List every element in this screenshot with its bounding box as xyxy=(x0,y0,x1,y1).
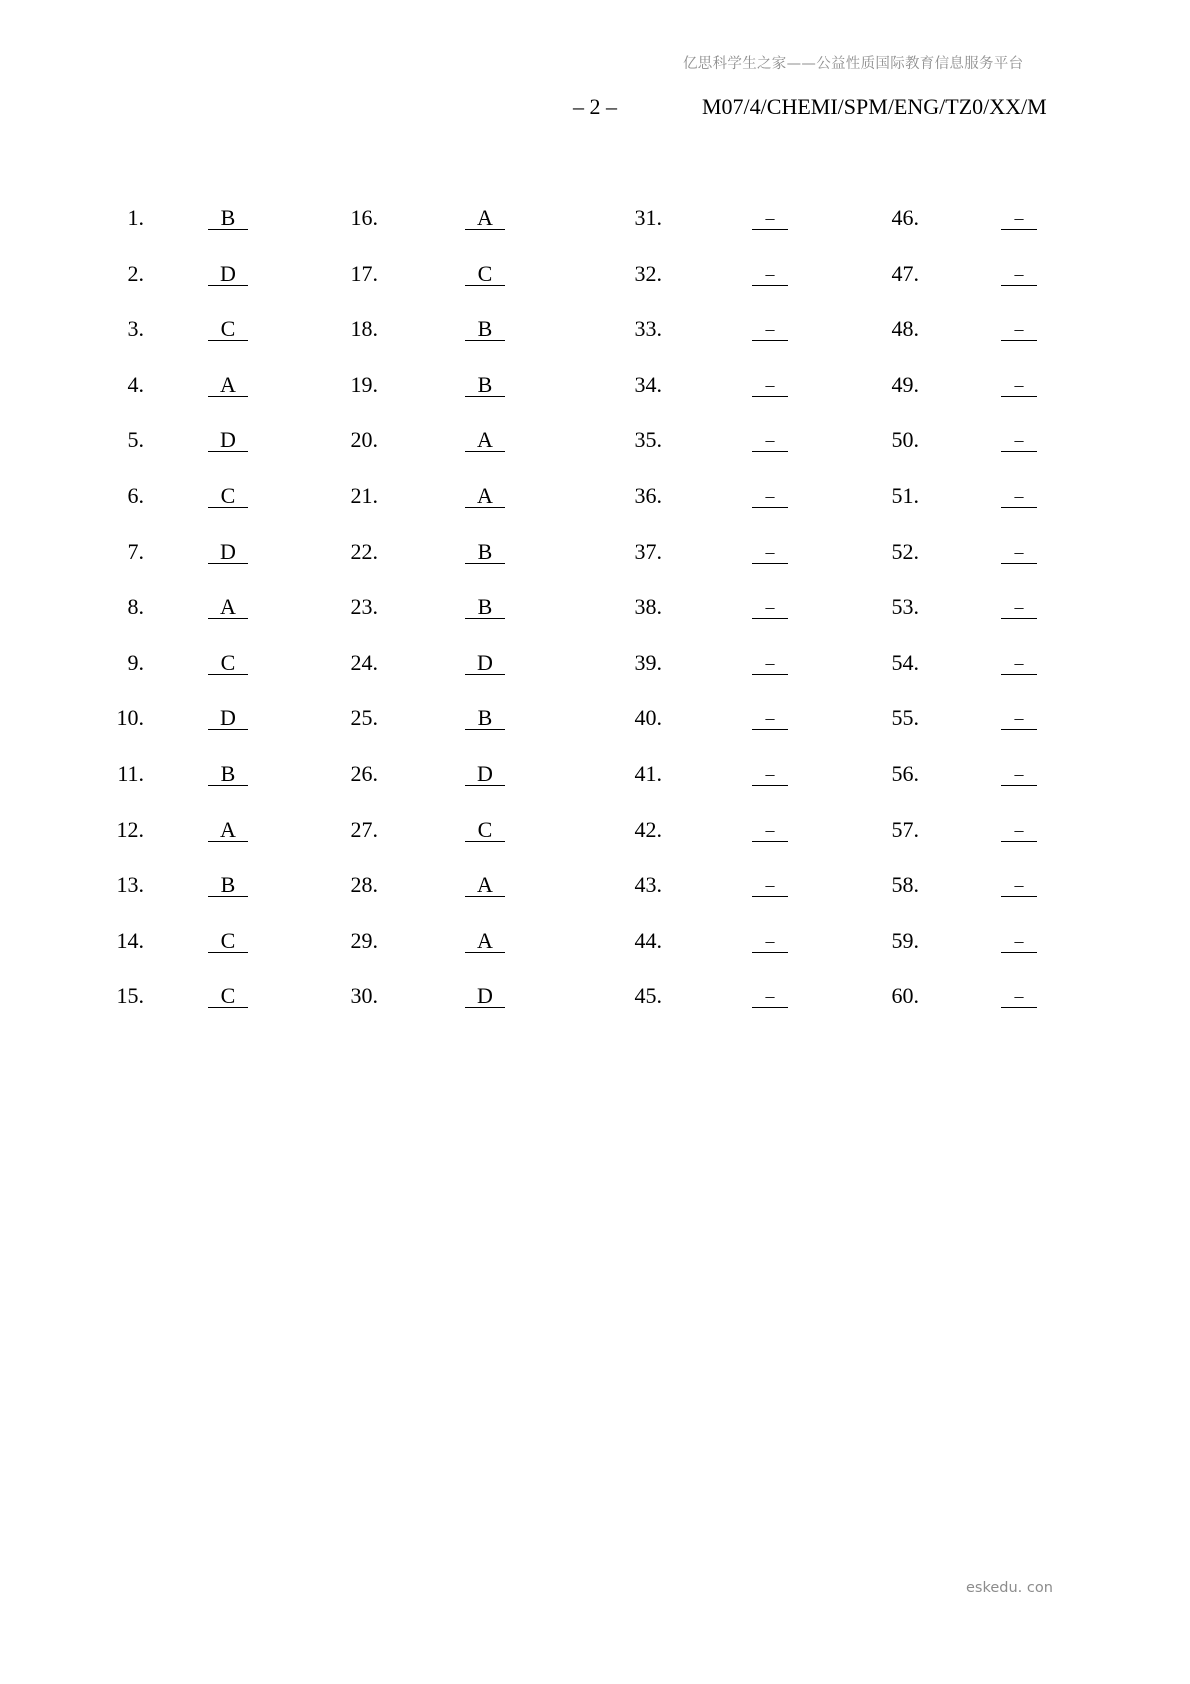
question-number: 27. xyxy=(350,816,378,842)
question-number: 15. xyxy=(116,983,144,1009)
answer-value: – xyxy=(1001,870,1037,897)
answer-value: – xyxy=(1001,481,1037,508)
answer-value: – xyxy=(1001,703,1037,730)
answer-value: – xyxy=(752,259,788,286)
answer-value: A xyxy=(208,370,248,397)
answer-value: – xyxy=(1001,592,1037,619)
answer-value: A xyxy=(208,592,248,619)
answer-value: – xyxy=(752,425,788,452)
question-number: 9. xyxy=(127,649,144,675)
answer-row xyxy=(0,648,1190,704)
answer-value: C xyxy=(208,314,248,341)
answer-value: – xyxy=(1001,815,1037,842)
question-number: 18. xyxy=(350,316,378,342)
question-number: 52. xyxy=(891,538,919,564)
answer-value: A xyxy=(465,870,505,897)
answer-value: D xyxy=(465,981,505,1008)
answer-value: C xyxy=(208,481,248,508)
answer-value: – xyxy=(1001,759,1037,786)
answer-value: A xyxy=(465,926,505,953)
question-number: 49. xyxy=(891,371,919,397)
answer-row xyxy=(0,259,1190,315)
question-number: 59. xyxy=(891,927,919,953)
question-number: 21. xyxy=(350,482,378,508)
answer-value: A xyxy=(208,815,248,842)
answer-value: – xyxy=(1001,203,1037,230)
answer-row xyxy=(0,981,1190,1037)
answer-row xyxy=(0,314,1190,370)
question-number: 55. xyxy=(891,705,919,731)
answer-value: D xyxy=(208,537,248,564)
question-number: 45. xyxy=(634,983,662,1009)
question-number: 53. xyxy=(891,594,919,620)
answer-row xyxy=(0,592,1190,648)
question-number: 36. xyxy=(634,482,662,508)
question-number: 16. xyxy=(350,205,378,230)
answer-value: B xyxy=(208,870,248,897)
question-number: 3. xyxy=(127,316,144,342)
question-number: 12. xyxy=(116,816,144,842)
answer-value: – xyxy=(1001,537,1037,564)
question-number: 14. xyxy=(116,927,144,953)
answer-value: – xyxy=(1001,981,1037,1008)
answer-value: D xyxy=(208,259,248,286)
question-number: 13. xyxy=(116,872,144,898)
question-number: 38. xyxy=(634,594,662,620)
question-number: 25. xyxy=(350,705,378,731)
answer-row xyxy=(0,370,1190,426)
question-number: 40. xyxy=(634,705,662,731)
answer-value: – xyxy=(1001,370,1037,397)
question-number: 17. xyxy=(350,260,378,286)
question-number: 48. xyxy=(891,316,919,342)
answer-value: B xyxy=(208,203,248,230)
answer-value: – xyxy=(752,870,788,897)
answer-row xyxy=(0,425,1190,481)
question-number: 24. xyxy=(350,649,378,675)
answer-value: – xyxy=(752,926,788,953)
answer-row xyxy=(0,203,1190,259)
question-number: 30. xyxy=(350,983,378,1009)
question-number: 50. xyxy=(891,427,919,453)
header-watermark: 亿思科学生之家——公益性质国际教育信息服务平台 xyxy=(683,56,1024,72)
question-number: 57. xyxy=(891,816,919,842)
answer-value: – xyxy=(752,481,788,508)
answer-value: – xyxy=(1001,648,1037,675)
footer-watermark: eskedu. con xyxy=(966,1580,1053,1596)
answer-value: A xyxy=(465,481,505,508)
answer-row xyxy=(0,870,1190,926)
answer-row xyxy=(0,926,1190,982)
question-number: 19. xyxy=(350,371,378,397)
answer-value: – xyxy=(1001,259,1037,286)
question-number: 60. xyxy=(891,983,919,1009)
question-number: 29. xyxy=(350,927,378,953)
answer-value: D xyxy=(208,703,248,730)
answer-value: – xyxy=(1001,926,1037,953)
question-number: 11. xyxy=(117,760,144,786)
question-number: 7. xyxy=(127,538,144,564)
question-number: 32. xyxy=(634,260,662,286)
answer-value: B xyxy=(465,314,505,341)
question-number: 34. xyxy=(634,371,662,397)
question-number: 54. xyxy=(891,649,919,675)
question-number: 39. xyxy=(634,649,662,675)
question-number: 35. xyxy=(634,427,662,453)
answer-value: D xyxy=(465,648,505,675)
answer-value: – xyxy=(752,815,788,842)
answer-value: – xyxy=(752,648,788,675)
answer-value: C xyxy=(465,259,505,286)
question-number: 23. xyxy=(350,594,378,620)
document-code: M07/4/CHEMI/SPM/ENG/TZ0/XX/M xyxy=(702,94,1047,119)
question-number: 2. xyxy=(127,260,144,286)
question-number: 43. xyxy=(634,872,662,898)
answer-row xyxy=(0,815,1190,871)
answer-value: – xyxy=(752,537,788,564)
answer-value: B xyxy=(465,592,505,619)
question-number: 44. xyxy=(634,927,662,953)
question-number: 47. xyxy=(891,260,919,286)
answer-value: – xyxy=(752,592,788,619)
answer-value: A xyxy=(465,203,505,230)
question-number: 1. xyxy=(127,205,144,230)
answer-value: – xyxy=(752,370,788,397)
answer-value: B xyxy=(208,759,248,786)
answer-value: – xyxy=(752,703,788,730)
question-number: 41. xyxy=(634,760,662,786)
question-number: 51. xyxy=(891,482,919,508)
answer-value: – xyxy=(1001,425,1037,452)
answer-value: C xyxy=(208,648,248,675)
answer-value: – xyxy=(752,203,788,230)
answer-row xyxy=(0,703,1190,759)
question-number: 31. xyxy=(634,205,662,230)
question-number: 56. xyxy=(891,760,919,786)
question-number: 37. xyxy=(634,538,662,564)
question-number: 46. xyxy=(891,205,919,230)
question-number: 6. xyxy=(127,482,144,508)
answer-value: C xyxy=(208,926,248,953)
question-number: 26. xyxy=(350,760,378,786)
answer-value: B xyxy=(465,537,505,564)
question-number: 33. xyxy=(634,316,662,342)
question-number: 5. xyxy=(127,427,144,453)
answer-value: – xyxy=(752,981,788,1008)
answer-value: B xyxy=(465,703,505,730)
answer-value: D xyxy=(208,425,248,452)
answer-value: – xyxy=(1001,314,1037,341)
page-number: – 2 – xyxy=(573,94,617,119)
question-number: 58. xyxy=(891,872,919,898)
answer-row xyxy=(0,537,1190,593)
answer-value: – xyxy=(752,759,788,786)
question-number: 10. xyxy=(116,705,144,731)
answer-value: A xyxy=(465,425,505,452)
answer-value: C xyxy=(208,981,248,1008)
question-number: 28. xyxy=(350,872,378,898)
answer-row xyxy=(0,759,1190,815)
question-number: 42. xyxy=(634,816,662,842)
answer-value: – xyxy=(752,314,788,341)
answer-row xyxy=(0,481,1190,537)
question-number: 8. xyxy=(127,594,144,620)
question-number: 4. xyxy=(127,371,144,397)
answer-value: C xyxy=(465,815,505,842)
answer-value: D xyxy=(465,759,505,786)
question-number: 20. xyxy=(350,427,378,453)
question-number: 22. xyxy=(350,538,378,564)
answer-value: B xyxy=(465,370,505,397)
answer-key-grid xyxy=(0,203,1190,1037)
